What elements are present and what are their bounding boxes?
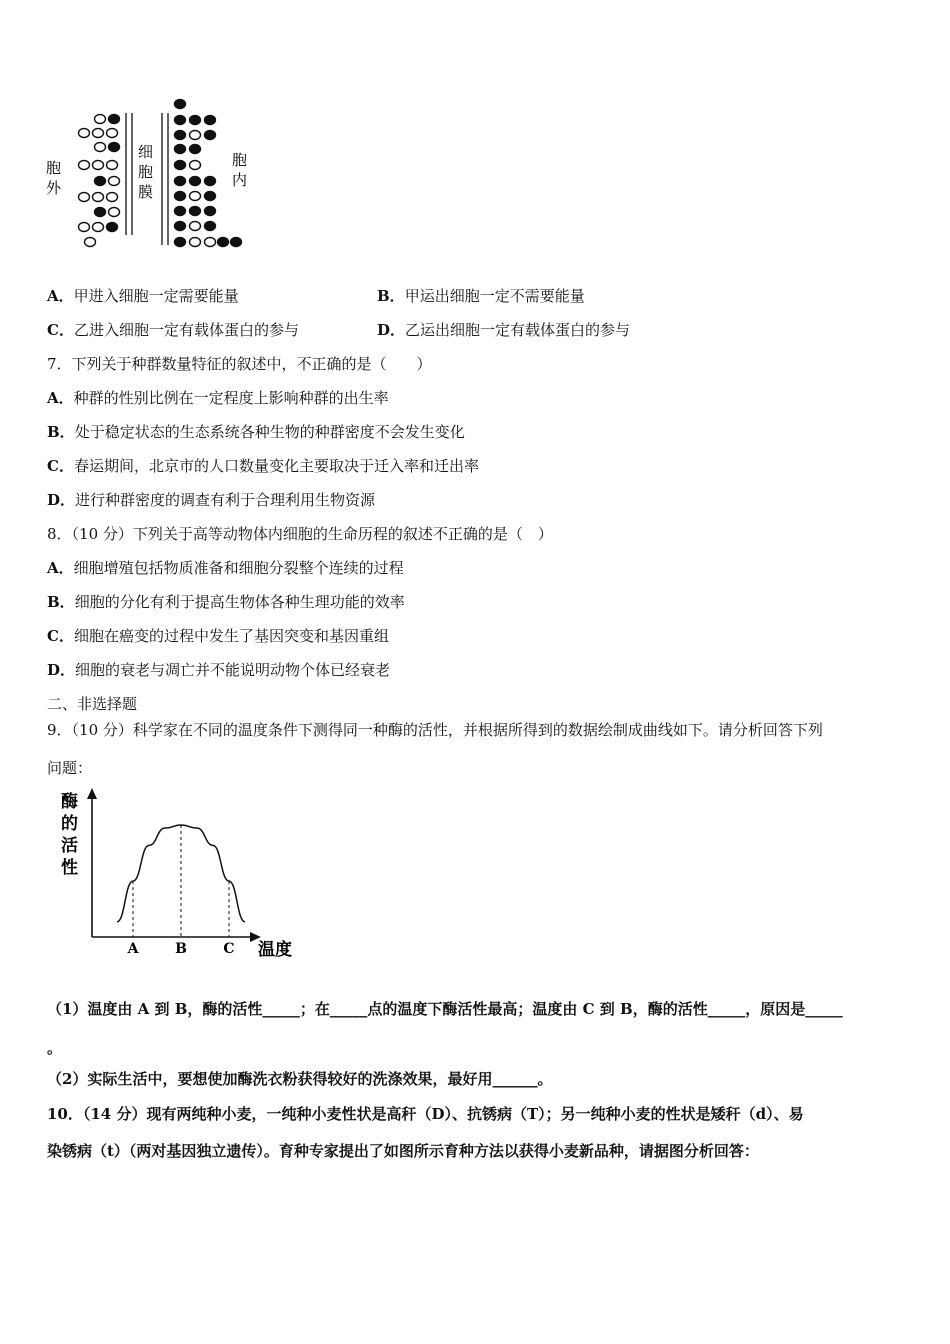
q7-option-c: C．春运期间，北京市的人口数量变化主要取决于迁入率和迁出率 [47, 457, 479, 475]
q6-option-d: D．乙运出细胞一定有载体蛋白的参与 [377, 321, 631, 339]
q9-stem-line1: 9．（10 分）科学家在不同的温度条件下测得同一种酶的活性，并根据所得到的数据绘制成曲线如下。请分析回答下列 [47, 721, 823, 739]
q8-option-d: D．细胞的衰老与凋亡并不能说明动物个体已经衰老 [47, 661, 391, 679]
q10-line2: 染锈病（t）（两对基因独立遗传）。育种专家提出了如图所示育种方法以获得小麦新品种，请据图分析回答： [47, 1142, 759, 1160]
q7-option-a: A．种群的性别比例在一定程度上影响种群的出生率 [47, 389, 389, 407]
membrane-label: 细胞膜 [138, 143, 154, 201]
q8-option-a: A．细胞增殖包括物质准备和细胞分裂整个连续的过程 [47, 559, 404, 577]
q6-option-row-2 [47, 320, 631, 340]
inside-label: 胞内 [232, 151, 248, 189]
tick-label-b: B [175, 941, 187, 957]
q7-option-d: D．进行种群密度的调查有利于合理利用生物资源 [47, 491, 376, 509]
q10-line1: 10．（14 分）现有两纯种小麦，一纯种小麦性状是高秆（D）、抗锈病（T）；另一纯种小麦的性状是矮秆（d）、易 [47, 1105, 804, 1123]
q7-stem: 7．下列关于种群数量特征的叙述中，不正确的是（ ） [47, 355, 432, 373]
section2-title: 二、非选择题 [47, 695, 138, 713]
q8-option-c: C．细胞在癌变的过程中发生了基因突变和基因重组 [47, 627, 389, 645]
y-axis-label: 酶的活性 [61, 792, 78, 878]
q8-option-b: B．细胞的分化有利于提高生物体各种生理功能的效率 [47, 593, 405, 611]
q6-option-b: B．甲运出细胞一定不需要能量 [377, 287, 585, 305]
tick-label-a: A [127, 941, 139, 957]
q9-stem-line2: 问题： [47, 759, 93, 777]
q9-sub2: （2）实际生活中，要想使加酶洗衣粉获得较好的洗涤效果，最好用______。 [47, 1070, 553, 1088]
outside-label: 胞外 [46, 159, 62, 197]
q7-option-b: B．处于稳定状态的生态系统各种生物的种群密度不会发生变化 [47, 423, 465, 441]
q6-option-c: C．乙进入细胞一定有载体蛋白的参与 [47, 321, 299, 339]
q9-sub1-line2: 。 [47, 1039, 63, 1057]
tick-label-c: C [223, 941, 235, 957]
q8-stem: 8．（10 分）下列关于高等动物体内细胞的生命历程的叙述不正确的是（ ） [47, 525, 553, 543]
enzyme-activity-chart [55, 785, 315, 965]
q6-option-a: A．甲进入细胞一定需要能量 [47, 287, 239, 305]
x-axis-label: 温度 [258, 940, 292, 960]
q9-sub1-line1: （1）温度由 A 到 B，酶的活性_____；在_____点的温度下酶活性最高；温度由 C 到 B，酶的活性_____，原因是_____ [47, 1000, 843, 1018]
q6-option-row-1 [47, 286, 585, 306]
outside-molecules [79, 115, 120, 247]
y-axis-arrow [87, 788, 97, 799]
membrane-transport-figure [40, 95, 270, 260]
